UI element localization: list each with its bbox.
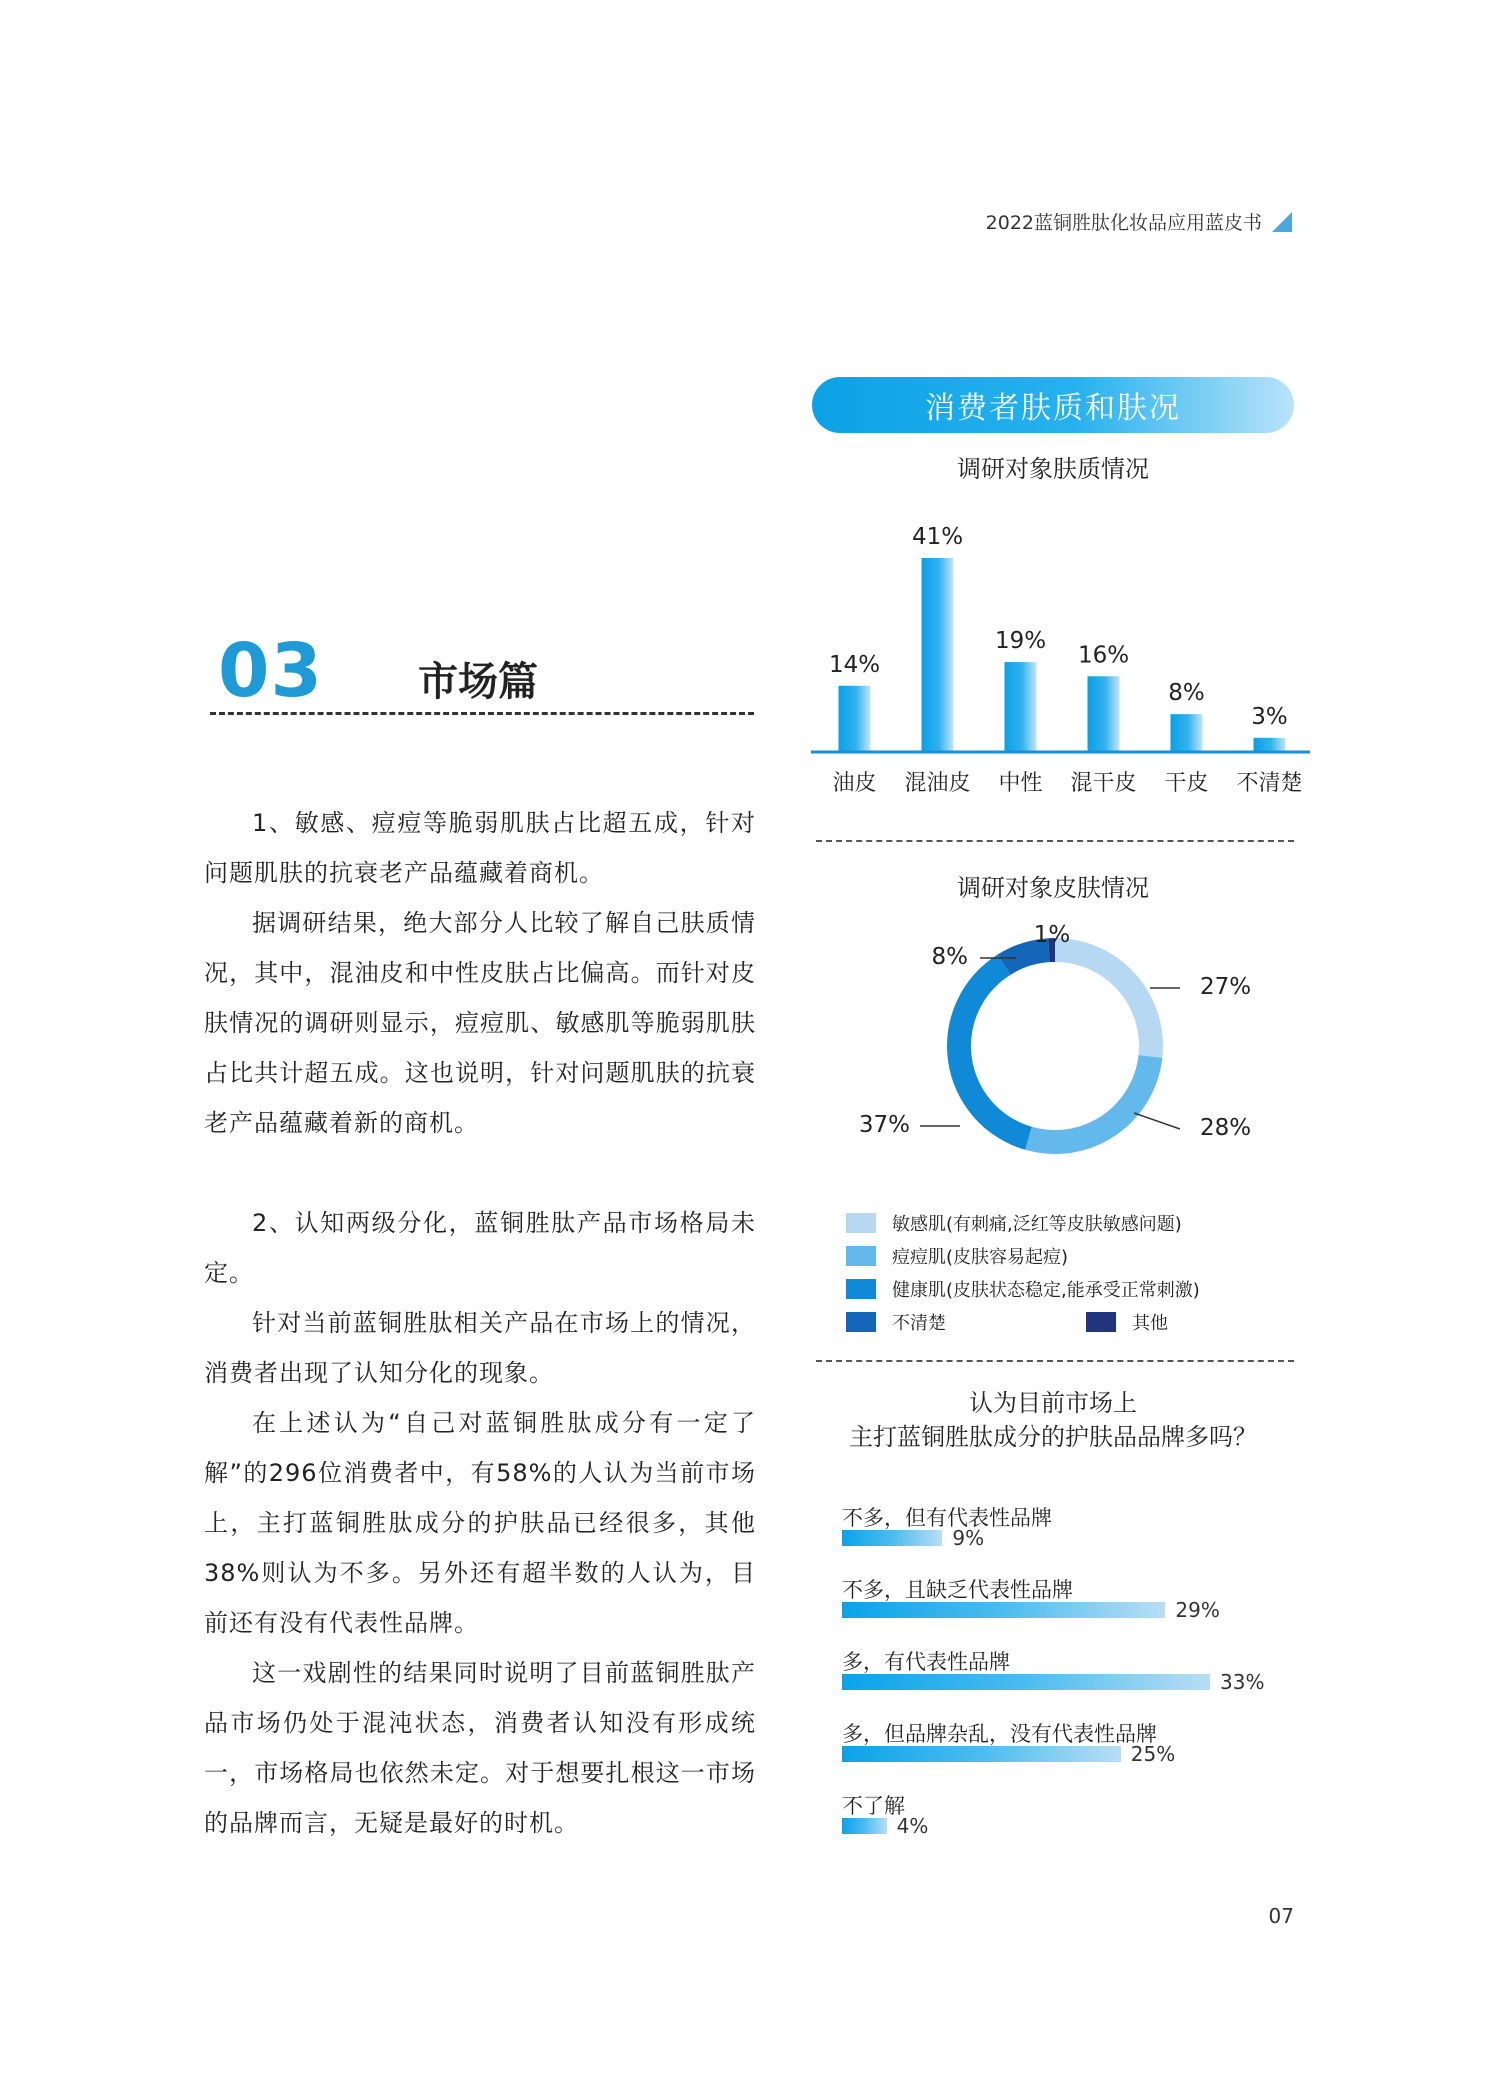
skin-condition-donut-chart: [820, 910, 1300, 1190]
hbar-label: 多，但品牌杂乱，没有代表性品牌: [842, 1722, 1157, 1746]
section-title-pill: [812, 377, 1294, 433]
hbar-fill: [842, 1602, 1165, 1618]
chapter-title: 市场篇: [418, 659, 538, 705]
bar-category-label: 不清楚: [1236, 771, 1303, 796]
hbar-title-line: 主打蓝铜胜肽成分的护肤品品牌多吗？: [849, 1423, 1257, 1451]
section-title: 消费者肤质和肤况: [925, 391, 1181, 426]
slice-value-label: 8%: [931, 944, 968, 970]
skin-type-bar-chart: [790, 500, 1310, 810]
legend-swatch: [846, 1213, 876, 1233]
donut-slice: [1055, 938, 1163, 1058]
donut-slice: [947, 954, 1032, 1149]
body-paragraph: 针对当前蓝铜胜肽相关产品在市场上的情况，消费者出现了认知分化的现象。: [204, 1309, 756, 1387]
bar-value-label: 16%: [1077, 642, 1130, 669]
bar-value-label: 19%: [994, 628, 1047, 655]
chapter-number: 03: [218, 628, 323, 714]
donut-chart-title: 调研对象皮肤情况: [957, 874, 1149, 902]
hbar-title-line: 认为目前市场上: [969, 1389, 1137, 1417]
hbar-value: 9%: [952, 1526, 985, 1550]
body-paragraph: 1、敏感、痘痘等脆弱肌肤占比超五成，针对问题肌肤的抗衰老产品蕴藏着商机。: [204, 809, 756, 887]
donut-legend: [846, 1206, 1306, 1338]
page-number: 07: [1268, 1904, 1294, 1928]
donut-slice: [1025, 1055, 1162, 1154]
legend-label: 健康肌(皮肤状态稳定,能承受正常刺激): [892, 1279, 1200, 1301]
hbar-value: 29%: [1175, 1598, 1220, 1622]
hbar-label: 不多，但有代表性品牌: [842, 1506, 1052, 1530]
slice-value-label: 28%: [1200, 1115, 1252, 1141]
bar-category-label: 油皮: [832, 771, 877, 796]
bar-chart-title: 调研对象肤质情况: [957, 455, 1149, 483]
body-paragraph: 2、认知两级分化，蓝铜胜肽产品市场格局未定。: [204, 1209, 756, 1287]
chapter-divider: [210, 712, 754, 715]
legend-swatch: [846, 1312, 876, 1332]
bar: [1088, 676, 1120, 752]
legend-label: 痘痘肌(皮肤容易起痘): [892, 1246, 1069, 1268]
legend-swatch: [1086, 1312, 1116, 1332]
legend-swatch: [846, 1279, 876, 1299]
legend-label: 其他: [1132, 1312, 1168, 1334]
running-title: 2022蓝铜胜肽化妆品应用蓝皮书: [985, 212, 1262, 234]
hbar-item: [838, 1574, 1308, 1646]
legend-item: [1086, 1309, 1168, 1335]
running-header: [986, 208, 1292, 235]
bar-category-label: 中性: [998, 771, 1043, 796]
body-paragraph: 据调研结果，绝大部分人比较了解自己肤质情况，其中，混油皮和中性皮肤占比偏高。而针对皮肤情况的调研则显示，痘痘肌、敏感肌等脆弱肌肤占比共计超五成。这也说明，针对问题肌肤的抗衰老产品蕴藏着新的商机。: [204, 909, 756, 1137]
slice-value-label: 37%: [858, 1112, 910, 1138]
hbar-label: 不多，且缺乏代表性品牌: [842, 1578, 1073, 1602]
section-divider: [816, 1360, 1294, 1362]
hbar-label: 不了解: [842, 1794, 905, 1818]
hbar-fill: [842, 1746, 1121, 1762]
bar-value-label: 8%: [1168, 680, 1205, 707]
bar-category-label: 干皮: [1164, 771, 1209, 796]
bar-value-label: 14%: [828, 651, 881, 678]
body-text: [204, 798, 756, 1848]
bar-value-label: 3%: [1251, 703, 1288, 730]
hbar-fill: [842, 1674, 1210, 1690]
legend-item: [846, 1243, 1068, 1269]
legend-label: 敏感肌(有刺痛,泛红等皮肤敏感问题): [892, 1213, 1182, 1235]
bar-category-label: 混油皮: [904, 771, 971, 796]
corner-triangle-icon: [1272, 212, 1292, 232]
bar: [922, 558, 954, 752]
bar: [1254, 738, 1286, 752]
bar: [1005, 662, 1037, 752]
bar: [1171, 714, 1203, 752]
hbar-item: [838, 1718, 1308, 1790]
hbar-item: [838, 1646, 1308, 1718]
bar-category-label: 混干皮: [1070, 771, 1137, 796]
hbar-value: 25%: [1130, 1742, 1176, 1766]
brand-opinion-bar-chart: [838, 1502, 1308, 1862]
legend-item: [846, 1210, 1182, 1236]
hbar-item: [838, 1502, 1308, 1574]
hbar-item: [838, 1790, 1308, 1862]
hbar-label: 多，有代表性品牌: [842, 1650, 1010, 1674]
section-divider: [816, 840, 1294, 842]
hbar-value: 4%: [896, 1814, 929, 1838]
legend-label: 不清楚: [892, 1312, 946, 1334]
bar-value-label: 41%: [911, 524, 964, 550]
hbar-chart-title: [812, 1386, 1294, 1454]
bar: [839, 686, 871, 752]
leader-line: [1134, 1113, 1180, 1129]
chapter-heading: [212, 628, 752, 718]
hbar-value: 33%: [1220, 1670, 1265, 1694]
legend-item: [846, 1309, 1086, 1335]
hbar-fill: [842, 1530, 942, 1546]
legend-swatch: [846, 1246, 876, 1266]
slice-value-label: 1%: [1033, 922, 1071, 948]
body-paragraph: 这一戏剧性的结果同时说明了目前蓝铜胜肽产品市场仍处于混沌状态，消费者认知没有形成统一，市场格局也依然未定。对于想要扎根这一市场的品牌而言，无疑是最好的时机。: [204, 1659, 756, 1837]
hbar-fill: [842, 1818, 887, 1834]
body-paragraph: 在上述认为“自己对蓝铜胜肽成分有一定了解”的296位消费者中，有58%的人认为当前市场上，主打蓝铜胜肽成分的护肤品已经很多，其他38%则认为不多。另外还有超半数的人认为，目前还有没有代表性品牌。: [204, 1409, 756, 1637]
legend-item: [846, 1276, 1200, 1302]
slice-value-label: 27%: [1200, 974, 1252, 1000]
